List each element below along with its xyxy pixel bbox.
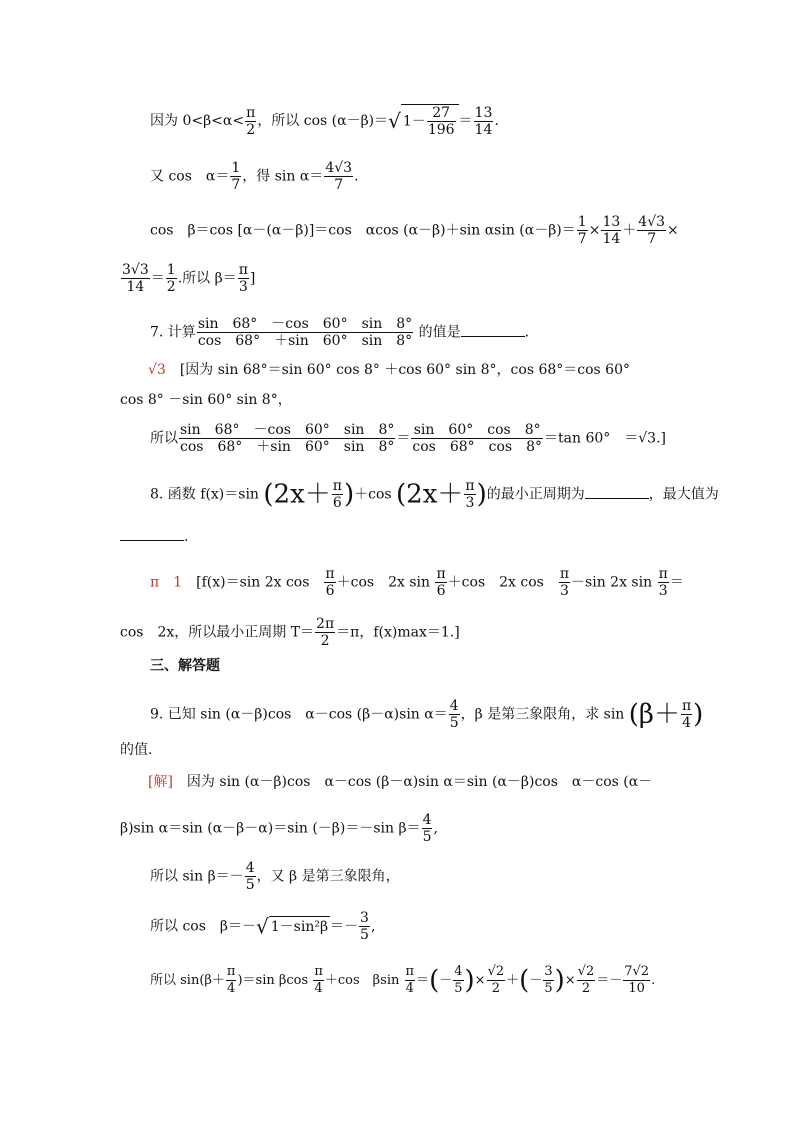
solution-9-line-3: 所以 sin β＝－ $\frac{4}{5}$ ，又 β 是第三象限角， [150,860,400,893]
solution-tag: [解] [148,774,173,790]
solution-7-line-3: 所以 $\frac{\sin 68^\circ -\cos 60^\circ \sin 8^\circ}{\cos 68^\circ +\sin 60^\circ \sin 8^\circ}$ ＝ $\frac{\sin 60^\circ \cos 8^\circ}{\cos 68^\circ \cos 8^\circ}$ ＝tan 60° ＝√3.] [150,422,666,455]
solution-7-line-2: cos 8° －sin 60° sin 8°， [120,392,292,408]
question-9: 9. 已知 sin (α－β)cos α－cos (β－α)sin α＝ $\frac{4}{5}$ ，β 是第三象限角，求 sin (β＋ $\frac{\pi}{4}$ ) [150,698,704,731]
answer-7: √3 [148,362,166,378]
line-beta-result: $\frac{3√3}{14}$ ＝ $\frac{1}{2}$ .所以 β＝ $\frac{\pi}{3}$ ] [122,262,256,295]
answer-blank [585,484,649,499]
answer-blank [120,526,184,541]
line-sin-alpha: 又 cos α＝ $\frac{1}{7}$ ，得 sin α＝ $\frac{4√3}{7}$ . [150,160,359,193]
solution-9-line-1: [解] 因为 sin (α－β)cos α－cos (β－α)sin α＝sin (α－β)cos α－cos (α－ [148,774,653,790]
answer-blank [461,322,525,337]
solution-7-line-1: √3 [因为 sin 68°＝sin 60° cos 8° ＋cos 60° sin 8°，cos 68°＝cos 60° [148,362,630,378]
solution-9-line-5: 所以 sin(β＋ $\frac{\pi}{4}$ )＝sin βcos $\frac{\pi}{4}$ ＋cos βsin $\frac{\pi}{4}$ ＝(－ $\frac{4}{5}$ )× $\frac{√2}{2}$ ＋(－ $\frac{3}{5}$ )× $\frac{√2}{2}$ ＝－ $\frac{7√2}{10}$ . [150,964,656,996]
line-cos-beta: cos β＝cos [α－(α－β)]＝cos αcos (α－β)＋sin αsin (α－β)＝ $\frac{1}{7}$ × $\frac{13}{14}$ ＋ $\frac{4√3}{7}$ × [150,214,679,247]
solution-8-line-1: π 1 [f(x)＝sin 2x cos $\frac{\pi}{6}$ ＋cos 2x sin $\frac{\pi}{6}$ ＋cos 2x cos $\frac{\pi}{3}$ －sin 2x sin $\frac{\pi}{3}$ ＝ [150,566,684,599]
solution-9-line-2: β)sin α＝sin (α－β－α)＝sin (－β)＝－sin β＝ $\frac{4}{5}$ , [120,812,438,845]
line-cos-alpha-minus-beta: 因为 0<β<α< $\frac{\pi}{2}$ ，所以 cos (α－β)＝√ 1－ $\frac{27}{196}$ ＝ $\frac{13}{14}$ . [150,104,499,138]
section-heading: 三、解答题 [150,658,220,674]
answer-8: π 1 [150,574,183,591]
solution-8-line-2: cos 2x，所以最小正周期 T＝ $\frac{2\pi}{2}$ ＝π，f(x)max＝1.] [120,616,460,649]
question-8-line-2: . [120,526,188,547]
solution-9-line-4: 所以 cos β＝－√ 1－sin²β ＝－ $\frac{3}{5}$ , [150,910,376,943]
question-7: 7. 计算 $\frac{\sin 68^\circ -\cos 60^\circ \sin 8^\circ}{\cos 68^\circ +\sin 60^\circ \sin 8^\circ}$ 的值是 . [150,316,530,349]
question-8: 8. 函数 f(x)＝sin (2x＋ $\frac{\pi}{6}$ )＋cos (2x＋ $\frac{\pi}{3}$ )的最小正周期为 ，最大值为 [150,478,719,511]
question-9-line-2: 的值. [120,742,153,758]
